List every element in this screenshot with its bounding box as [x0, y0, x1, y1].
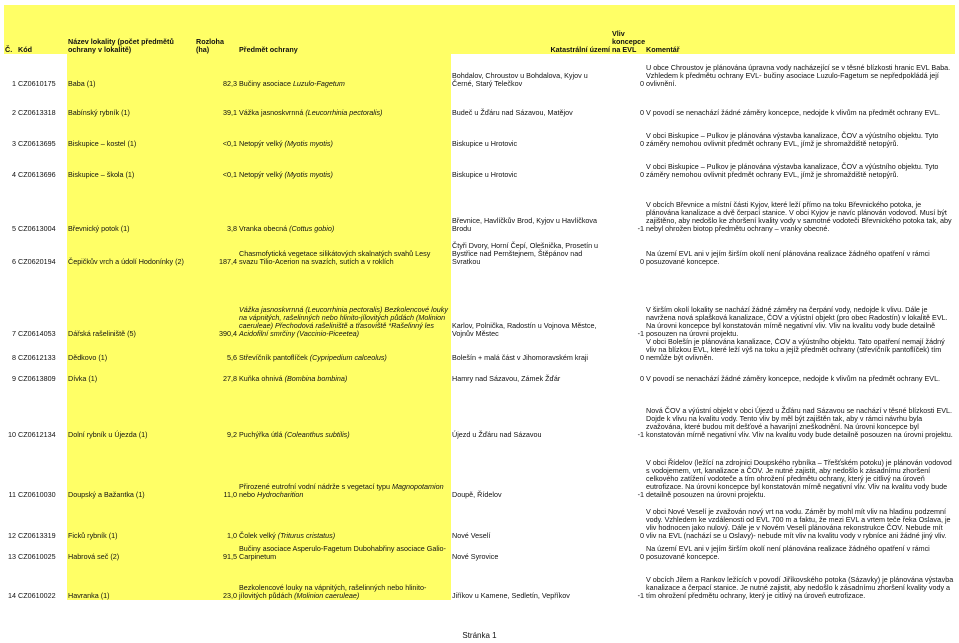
text: Havranka (1)	[68, 591, 110, 601]
impact-value	[611, 54, 645, 88]
text: 11,0	[223, 490, 237, 500]
text: Nová ČOV a výústní objekt v obci Újezd u Žďáru nad Sázavou se nachází v těsné blízkosti EVL. Dojde k vlivu na kvalitu vody. Tento vliv by měl být zajištěn tak, aby v rámci návrhu byla zvažována, které budou mít dešťové a havarijní zneškodnění. Na úrovni koncepce byl konstatován mírně negativní vliv. Vliv na kvalitu vody bude detailně posouzen na úrovni projektu.	[646, 405, 953, 440]
text: 0	[640, 256, 644, 266]
text: Bezkolencové louky na vápnitých, rašelinných nebo hlinito-jílovitých půdách	[239, 583, 427, 601]
table-row	[4, 266, 955, 338]
text: 6	[12, 256, 16, 266]
text: Čtyři Dvory, Horní Čepí, Olešnička, Prosetín u Bystřice nad Pernštejnem, Štěpánov nad Svratkou	[452, 240, 599, 266]
table-row	[4, 117, 955, 148]
area-ha	[195, 233, 238, 266]
comment	[645, 179, 955, 233]
text: 10	[8, 430, 16, 440]
text: Bohdalov, Chroustov u Bohdalova, Kyjov u Černé, Starý Telečkov	[452, 70, 588, 88]
text: V obcích Jilem a Rankov ležících v povodí Jiříkovského potoka (Sázavky) je plánována výstavba kanalizace a čerpací stanice. Je nutné zajistit, aby nedošlo k zásadnímu zhoršení kvality vody a tím ohrožení předmětu ochrany, který je citlivý na úroveň eutrofizace.	[646, 575, 954, 601]
area-ha	[195, 338, 238, 362]
text: 13	[8, 552, 16, 562]
text: V obci Biskupice – Pulkov je plánována výstavba kanalizace, ČOV a výústního objektu. Tyto záměry nemohou ovlivnit předmět ochrany EVL, jímž je shromaždiště netopýrů.	[646, 161, 939, 179]
text: Hamry nad Sázavou, Zámek Žďár	[452, 374, 561, 384]
protected-subject	[238, 54, 451, 88]
table-row	[4, 439, 955, 499]
impact-value	[611, 499, 645, 540]
text: -1	[637, 328, 644, 338]
impact-value	[611, 561, 645, 600]
site-code	[17, 179, 67, 233]
protected-subject	[238, 362, 451, 383]
protected-subject	[238, 561, 451, 600]
area-ha	[195, 383, 238, 439]
text: Ficků rybník (1)	[68, 531, 118, 541]
row-number	[4, 561, 17, 600]
area-ha	[195, 88, 238, 117]
text: CZ0610175	[18, 78, 56, 88]
site-name	[67, 338, 195, 362]
table-row	[4, 233, 955, 266]
text: Vážka jasnoskvrnná	[239, 107, 306, 117]
comment	[645, 439, 955, 499]
protected-subject	[238, 266, 451, 338]
text: Čolek velký	[239, 531, 278, 541]
text: Dolní rybník u Újezda (1)	[68, 430, 148, 440]
col-header-c: Č.	[4, 5, 17, 54]
text: nebo	[239, 490, 257, 500]
row-number	[4, 499, 17, 540]
text: <0,1	[222, 138, 237, 148]
site-name	[67, 266, 195, 338]
cadastral-area	[451, 439, 611, 499]
comment	[645, 499, 955, 540]
text: Biskupice – kostel (1)	[68, 138, 137, 148]
text: 9,2	[227, 430, 237, 440]
row-number	[4, 88, 17, 117]
text: 91,5	[223, 552, 237, 562]
col-header-uzemi: Katastrální území	[451, 5, 611, 54]
text: 7	[12, 328, 16, 338]
text: CZ0610025	[18, 552, 56, 562]
text: Baba (1)	[68, 78, 96, 88]
area-ha	[195, 54, 238, 88]
text: Biskupice u Hrotovic	[452, 138, 518, 148]
col-header-predmet: Předmět ochrany	[238, 5, 451, 54]
text: CZ0610030	[18, 490, 56, 500]
protected-subject	[238, 233, 451, 266]
area-ha	[195, 540, 238, 561]
text: CZ0613318	[18, 107, 56, 117]
text: 5	[12, 223, 16, 233]
row-number	[4, 338, 17, 362]
text: Puchýřka útlá	[239, 430, 285, 440]
text: Bučiny asociace Asperulo-Fagetum Dubohabřiny asociace Galio-Carpinetum	[239, 544, 446, 562]
site-name	[67, 148, 195, 179]
protected-subject	[238, 88, 451, 117]
impact-value	[611, 338, 645, 362]
text: V obci Řídelov (ležící na zdrojnici Doupského rybníka – Třešťském potoku) je plánován vodovod s vodojemem, vrt, kanalizace a ČOV. Je nutné zajistit, aby nedošlo k zásadnímu zhoršení celkového zatížení vodoteče a tím ohrožení předmětu ochrany, který je citlivý na úroveň eutrofizace. Na úrovni koncepce byl konstatován mírně negativní vliv. Vliv na kvalitu vody bude detailně posouzen na úrovni projektu.	[646, 457, 952, 500]
protected-subject	[238, 540, 451, 561]
row-number	[4, 117, 17, 148]
text: Nové Syrovice	[452, 552, 499, 562]
site-name	[67, 88, 195, 117]
text: 5,6	[227, 353, 237, 363]
row-number	[4, 148, 17, 179]
comment	[645, 540, 955, 561]
text: 0	[640, 531, 644, 541]
text: 14	[8, 591, 16, 601]
row-number	[4, 54, 17, 88]
header-row	[4, 5, 955, 54]
site-code	[17, 561, 67, 600]
latin-name: (Cottus gobio)	[289, 223, 335, 233]
row-number	[4, 266, 17, 338]
col-header-kod: Kód	[17, 5, 67, 54]
site-name	[67, 179, 195, 233]
cadastral-area	[451, 179, 611, 233]
text: CZ0613695	[18, 138, 56, 148]
site-name	[67, 540, 195, 561]
site-name	[67, 117, 195, 148]
cadastral-area	[451, 233, 611, 266]
text: Bolešín + malá část v Jihomoravském kraji	[452, 353, 589, 363]
table-row	[4, 148, 955, 179]
area-ha	[195, 266, 238, 338]
comment	[645, 88, 955, 117]
comment	[645, 362, 955, 383]
text: Budeč u Žďáru nad Sázavou, Matějov	[452, 107, 573, 117]
text: Netopýr velký	[239, 169, 285, 179]
latin-name: (Myotis myotis)	[284, 169, 333, 179]
comment	[645, 148, 955, 179]
text: Doupský a Bažantka (1)	[68, 490, 145, 500]
latin-name: Vážka jasnoskvrnná (Leucorrhinia pectoralis) Bezkolencové louky na vápnitých, rašelinných nebo hlinito-jílovitých půdách (Molinion caeruleae) Přechodová rašeliniště a třasoviště *Rašelinný les Acidofilní smrčiny (Vaccinio-Piceetea)	[239, 304, 448, 338]
protected-subject	[238, 499, 451, 540]
text: 3,8	[227, 223, 237, 233]
text: 187,4	[219, 256, 237, 266]
table-row	[4, 179, 955, 233]
text: 0	[640, 353, 644, 363]
text: 2	[12, 107, 16, 117]
area-ha	[195, 439, 238, 499]
row-number	[4, 439, 17, 499]
table-row	[4, 54, 955, 88]
cadastral-area	[451, 117, 611, 148]
area-ha	[195, 179, 238, 233]
row-number	[4, 362, 17, 383]
latin-name: (Triturus cristatus)	[277, 531, 336, 541]
site-code	[17, 338, 67, 362]
cadastral-area	[451, 561, 611, 600]
text: Dářská rašeliniště (5)	[68, 328, 136, 338]
text: 390,4	[219, 328, 237, 338]
row-number	[4, 233, 17, 266]
text: U obce Chroustov je plánována úpravna vody nacházející se v těsné blízkosti hranic EVL Baba. Vzhledem k předmětu ochrany EVL- bučiny asociace Luzulo-Fagetum se nepředpokládá její ovlivnění.	[646, 62, 951, 88]
col-header-rozloha: Rozloha (ha)	[195, 5, 238, 54]
site-code	[17, 383, 67, 439]
impact-value	[611, 439, 645, 499]
text: 0	[640, 78, 644, 88]
text: CZ0610022	[18, 591, 56, 601]
comment	[645, 338, 955, 362]
protected-subject	[238, 148, 451, 179]
table-row	[4, 362, 955, 383]
cadastral-area	[451, 266, 611, 338]
impact-value	[611, 266, 645, 338]
text: 0	[640, 552, 644, 562]
text: Dívka (1)	[68, 374, 98, 384]
latin-name: (Coleanthus subtilis)	[284, 430, 350, 440]
col-header-vliv: Vliv koncepce na EVL	[611, 5, 645, 54]
text: 0	[640, 107, 644, 117]
area-ha	[195, 117, 238, 148]
text: CZ0612134	[18, 430, 56, 440]
impact-value	[611, 362, 645, 383]
text: Vranka obecná	[239, 223, 290, 233]
cadastral-area	[451, 54, 611, 88]
site-name	[67, 233, 195, 266]
table-row	[4, 338, 955, 362]
comment	[645, 561, 955, 600]
text: Babínský rybník (1)	[68, 107, 130, 117]
impact-value	[611, 117, 645, 148]
text: Újezd u Žďáru nad Sázavou	[452, 430, 542, 440]
latin-name: (Molinion caeruleae)	[294, 591, 360, 601]
text: 27,8	[223, 374, 237, 384]
protected-subject	[238, 383, 451, 439]
text: Biskupice – škola (1)	[68, 169, 135, 179]
text: -1	[637, 223, 644, 233]
text: Kuňka ohnivá	[239, 374, 285, 384]
text: CZ0613809	[18, 374, 56, 384]
latin-name: (Cypripedium calceolus)	[309, 353, 387, 363]
evl-table	[4, 5, 955, 600]
site-code	[17, 117, 67, 148]
page-footer: Stránka 1	[462, 631, 497, 640]
text: Dědkovo (1)	[68, 353, 108, 363]
text: 3	[12, 138, 16, 148]
col-header-komentar: Komentář	[645, 5, 955, 54]
text: Na území EVL ani v jejím širším okolí není plánována realizace žádného opatření v rámci posuzované koncepce.	[646, 544, 930, 562]
impact-value	[611, 88, 645, 117]
text: CZ0613696	[18, 169, 56, 179]
comment	[645, 233, 955, 266]
text: CZ0613004	[18, 223, 56, 233]
text: V obci Bolešín je plánována kanalizace, ČOV a výústního objektu. Tato opatření nemají žádný vliv na blízkou EVL, které leží výš na toku a jejíž předmět ochrany (střevíčník pantoflíček) tím nemůže být ovlivněn.	[646, 338, 945, 363]
text: 4	[12, 169, 16, 179]
site-name	[67, 383, 195, 439]
text: 1	[12, 78, 16, 88]
text: Habrová seč (2)	[68, 552, 120, 562]
site-code	[17, 148, 67, 179]
latin-name: Luzulo-Fagetum	[292, 78, 345, 88]
text: V širším okolí lokality se nachází žádné záměry na čerpání vody, nedojde k vlivu. Dále je navržena nová splašková kanalizace, ČOV a výústní objekt (pro obec Radostín) v lokalitě EVL. Na úrovni koncepce byl konstatován mírně negativní vliv. Vliv na kvalitu vody bude detailně posouzen na úrovni projektu.	[646, 304, 948, 338]
site-code	[17, 540, 67, 561]
area-ha	[195, 561, 238, 600]
protected-subject	[238, 179, 451, 233]
text: Břevnice, Havlíčkův Brod, Kyjov u Havlíčkova Brodu	[452, 215, 598, 233]
text: 9	[12, 374, 16, 384]
area-ha	[195, 362, 238, 383]
cadastral-area	[451, 540, 611, 561]
text: 1,0	[227, 531, 237, 541]
text: Netopýr velký	[239, 138, 285, 148]
text: Čepičkův vrch a údolí Hodonínky (2)	[68, 256, 184, 266]
text: 8	[12, 353, 16, 363]
cadastral-area	[451, 383, 611, 439]
site-name	[67, 499, 195, 540]
latin-name: Hydrocharition	[257, 490, 304, 500]
text: CZ0620194	[18, 256, 56, 266]
text: 23,0	[223, 591, 237, 601]
cadastral-area	[451, 499, 611, 540]
impact-value	[611, 179, 645, 233]
latin-name: Magnopotamion	[392, 482, 444, 492]
text: 12	[8, 531, 16, 541]
table-row	[4, 561, 955, 600]
table-row	[4, 88, 955, 117]
text: V obci Biskupice – Pulkov je plánována výstavba kanalizace, ČOV a výústního objektu. Tyto záměry nemohou ovlivnit předmět ochrany EVL, jímž je shromaždiště netopýrů.	[646, 130, 939, 148]
text: -1	[637, 430, 644, 440]
text: Doupě, Řídelov	[452, 490, 502, 500]
site-code	[17, 233, 67, 266]
protected-subject	[238, 439, 451, 499]
site-name	[67, 362, 195, 383]
row-number	[4, 383, 17, 439]
cadastral-area	[451, 88, 611, 117]
site-name	[67, 561, 195, 600]
text: V povodí se nenachází žádné záměry koncepce, nedojde k vlivům na předmět ochrany EVL.	[646, 374, 941, 384]
site-code	[17, 266, 67, 338]
comment	[645, 117, 955, 148]
text: Bučiny asociace	[239, 78, 293, 88]
text: Chasmofytická vegetace silikátových skalnatých svahů Lesy svazu Tilio-Acerion na svazích, sutích a v roklích	[239, 248, 431, 266]
cadastral-area	[451, 362, 611, 383]
comment	[645, 54, 955, 88]
text: Jiříkov u Kamene, Sedletín, Vepříkov	[452, 591, 570, 601]
text: 0	[640, 169, 644, 179]
row-number	[4, 179, 17, 233]
site-code	[17, 54, 67, 88]
cadastral-area	[451, 338, 611, 362]
table-row	[4, 499, 955, 540]
site-name	[67, 54, 195, 88]
table-row	[4, 540, 955, 561]
cadastral-area	[451, 148, 611, 179]
text: 82,3	[223, 78, 237, 88]
text: CZ0614053	[18, 328, 56, 338]
text: V obcích Břevnice a místní části Kyjov, které leží přímo na toku Břevnického potoka, je plánována kanalizace a dvě čerpací stanice. V obci Kyjov je navíc plánován vodovod. Musí být zajištěno, aby nedošlo ke zhoršení kvality vody v samotné vodoteči Břevnického potoka tak, aby nebyl ohrožen biotop předmětu ochrany – vranky obecné.	[646, 199, 952, 233]
protected-subject	[238, 338, 451, 362]
latin-name: (Bombina bombina)	[284, 374, 348, 384]
impact-value	[611, 540, 645, 561]
table-row	[4, 383, 955, 439]
text: 0	[640, 138, 644, 148]
impact-value	[611, 383, 645, 439]
text: Nové Veselí	[452, 531, 491, 541]
col-header-nazev: Název lokality (počet předmětů ochrany v lokalitě)	[67, 5, 195, 54]
text: Přirozené eutrofní vodní nádrže s vegetací typu	[239, 482, 393, 492]
text: V povodí se nenachází žádné záměry koncepce, nedojde k vlivům na předmět ochrany EVL.	[646, 107, 941, 117]
text: Na území EVL ani v jejím širším okolí není plánována realizace žádného opatření v rámci posuzované koncepce.	[646, 248, 930, 266]
area-ha	[195, 499, 238, 540]
text: Biskupice u Hrotovic	[452, 169, 518, 179]
latin-name: (Myotis myotis)	[284, 138, 333, 148]
comment	[645, 383, 955, 439]
impact-value	[611, 233, 645, 266]
site-name	[67, 439, 195, 499]
site-code	[17, 88, 67, 117]
area-ha	[195, 148, 238, 179]
text: <0,1	[222, 169, 237, 179]
text: 11	[8, 490, 16, 500]
text: -1	[637, 591, 644, 601]
site-code	[17, 439, 67, 499]
text: CZ0612133	[18, 353, 56, 363]
text: CZ0613319	[18, 531, 56, 541]
comment	[645, 266, 955, 338]
text: -1	[637, 490, 644, 500]
text: Břevnický potok (1)	[68, 223, 130, 233]
row-number	[4, 540, 17, 561]
text: Karlov, Polnička, Radostín u Vojnova Městce, Vojnův Městec	[452, 320, 597, 338]
text: Střevíčník pantoflíček	[239, 353, 310, 363]
text: V obci Nové Veselí je zvažován nový vrt na vodu. Záměr by mohl mít vliv na hladinu podzemní vody. Vzhledem ke vzdálenosti od EVL 700 m a faktu, že mezi EVL a vrtem teče řeka Oslava, je vliv hodnocen jako nulový. Dále je v Novém Veselí plánována rekonstrukce ČOV. Nebude mít vliv na EVL (nachází se u Oslavy)- nebude mít vliv na kvalitu vody v rybníce ani žádné jiný vliv.	[646, 506, 951, 541]
site-code	[17, 499, 67, 540]
text: 0	[640, 374, 644, 384]
text: 39,1	[223, 107, 237, 117]
protected-subject	[238, 117, 451, 148]
site-code	[17, 362, 67, 383]
latin-name: (Leucorrhinia pectoralis)	[305, 107, 383, 117]
impact-value	[611, 148, 645, 179]
